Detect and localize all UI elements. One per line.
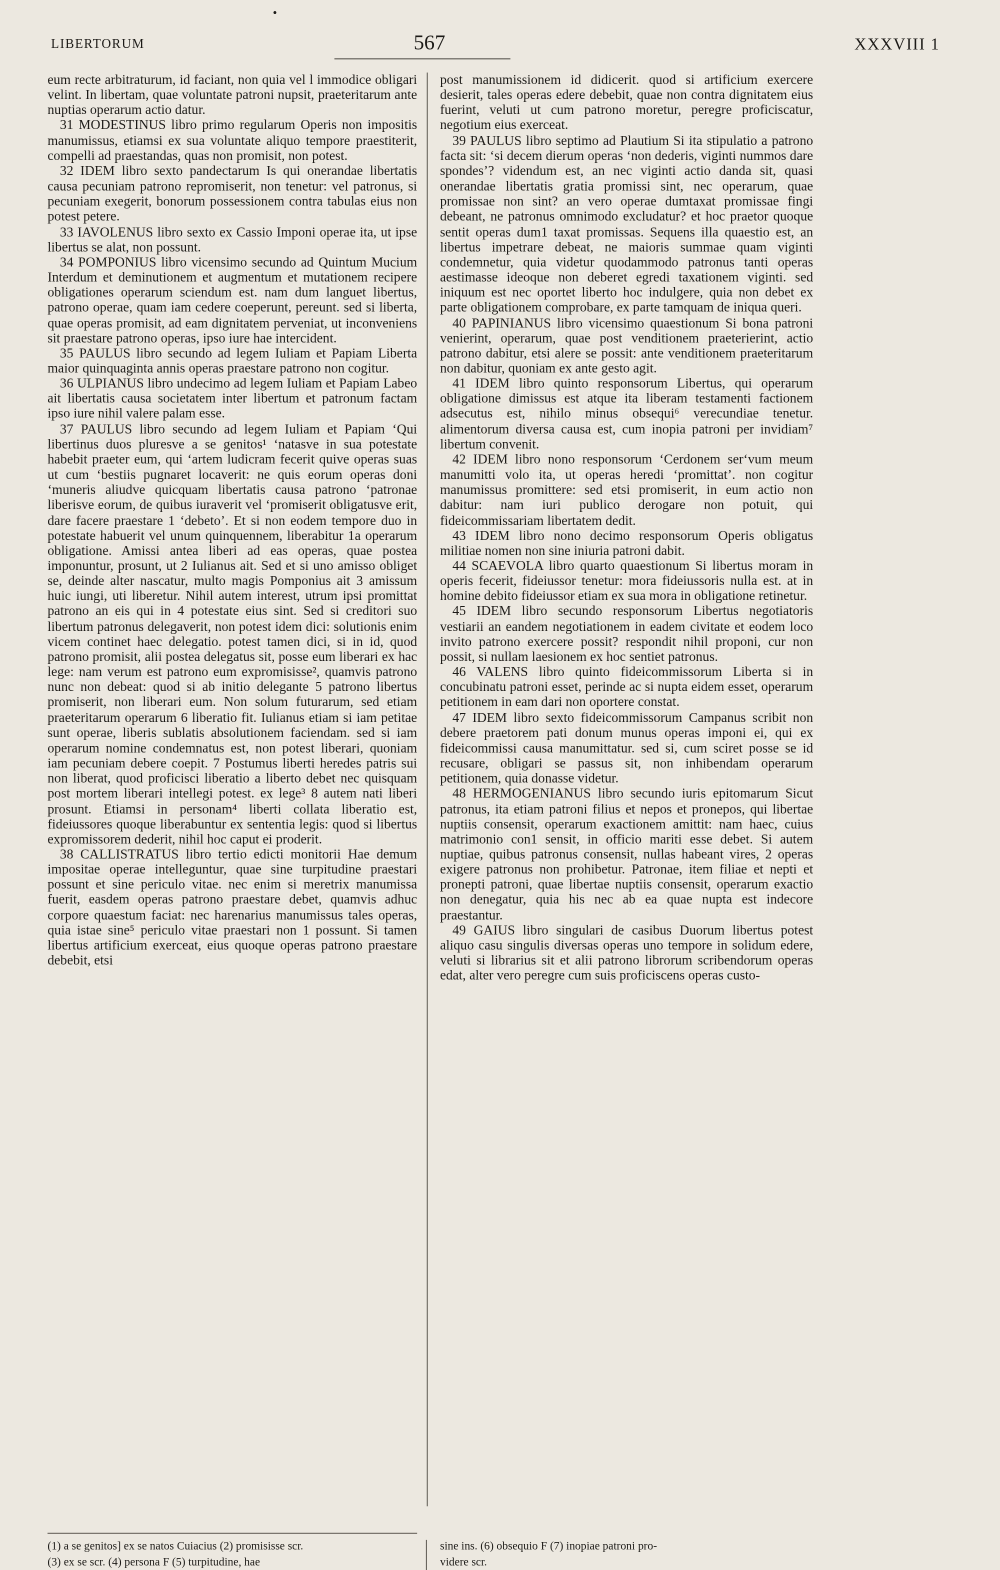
- running-head-right: XXXVIII 1: [854, 35, 940, 54]
- paragraph: 39 PAULUS libro septimo ad Plautium Si ita stipulatio a patrono facta sit: ‘si decem dierum operas ‘non dederis, viginti nummos dare spondes’? videndum est, an nec viginti actio danda sit, quasi onerandae libertatis gratia promissi sint, nec operarum, quae promissae non sint? an vero operae dumtaxat promissae fingi debeant, ne patronus omnimodo excludatur? et hoc praetor quoque sentit operas dum1 taxat promissas. Sequens illa quaestio est, an libertus impetrare debeat, ne maioris summae quam viginti condemnetur, quia videtur quodammodo patronus tanti operas aestimasse ideoque non deberet egredi taxationem viginti. sed iniquum est nec oportet liberto hoc indulgere, quia non debet ex parte obligationem comprobare, ex parte tamquam de iniqua queri.: [440, 133, 814, 316]
- paragraph: 48 HERMOGENIANUS libro secundo iuris epitomarum Sicut patronus, ita etiam patroni filius et nepos et pronepos, qui libertae nuptiis consensit, operarum exactionem amittit: nam haec, cuius matrimonio con1 sensit, in officio mariti esse debet. Si autem nuptiae, quibus patronus consensit, nullas habeant vires, 2 operas exigere patronus non prohibetur. Patronae, item filiae et nepti et pronepti patroni, quae libertae nuptiis consensit, operarum exactio non denegatur, quia his nec ab ea quae nupta est indecore praestantur.: [440, 786, 814, 923]
- paragraph: 40 PAPINIANUS libro vicensimo quaestionum Si bona patroni venierint, operarum, quae post venditionem praeterierint, actio patrono dabitur, etsi alere se possit: ante venditionem praeteritarum non dabitur, quoniam ex ante gesto agit.: [440, 315, 814, 377]
- paragraph: 37 PAULUS libro secundo ad legem Iuliam et Papiam ‘Qui libertinus duos pluresve a se genitos¹ ‘natasve in sua potestate habebit praeter eum, qui ‘artem ludicram fecerit quive operas suas ut cum ‘bestiis pugnaret locaverit: ne quis eorum operas doni ‘muneris aliudve quicquam libertatis causa patrono ‘patronae liberisve eorum, de quibus iuraverit vel ‘promiserit obligatusve erit, dare facere praestare 1 ‘debeto’. Et si non eodem tempore duo in potestate habuerit vel unum quinquennem, liberabitur 1a operarum obligatione. Amissi antea liberi ad eas operas, quae postea imponuntur, prosunt, ut 2 Iulianus ait. Sed et si uno amisso obliget se, deinde alter nascatur, multo magis Pomponius ait 3 amissum huic iungi, uti liberetur. Nihil autem interest, utrum ipsi promittat patrono an eis qui in 4 potestate eius sint. Sed si creditori suo libertum patronus delegaverit, non potest idem dici: solutionis enim vicem continet haec delegatio. potest tamen dici, si in id, quod patrono promisit, alii postea delegatus sit, posse eum liberari ex hac lege: nam verum est patrono eum expromisisse², quamvis patrono nunc non debeat: quod si ab initio delegante 5 patrono libertus promiserit, non liberari eum. Non solum futurarum, sed etiam praeteritarum operarum 6 liberatio fit. Iulianus etiam si iam petitae sunt operae, liberis sublatis absolutionem faciendam. sed si iam operarum nomine condemnatus est, non potest liberari, quoniam iam pecuniam debere coepit. 7 Postumus liberti heredes patris sui non liberat, quod proficisci liberatio a liberto debet nec quisquam post mortem liberari intellegi potest. ex lege³ 8 autem nati liberi prosunt. Etiamsi in personam⁴ liberti collata liberatio est, fideiussores quoque liberabuntur ex sententia legis: quod si libertus expromissorem dederit, nihil hoc caput ei proderit.: [47, 421, 418, 847]
- paragraph: 41 IDEM libro quinto responsorum Libertus, qui operarum obligatione dimissus est atque ita liberam testamenti factionem adsecutus est, nihilo minus obsequi⁶ verecundiae tenetur. alimentorum diversa causa est, cum inopia patroni per invidiam⁷ libertum convenit.: [440, 376, 814, 453]
- header-rule: [334, 58, 510, 59]
- paragraph: 36 ULPIANUS libro undecimo ad legem Iuliam et Papiam Labeo ait libertatis causa societatem inter libertum et patronum factam ipso iure nihil valere palam esse.: [47, 376, 418, 422]
- footnote-divider: [426, 1540, 427, 1570]
- paragraph: 47 IDEM libro sexto fideicommissorum Campanus scribit non debere praetorem pati donum munus operas imponi ei, qui ex fideicommissi causa manumittatur. sed si, cum sciret posse se id recusare, obligari se passus sit, non inhibendam operarum petitionem, quia donasse videtur.: [440, 710, 814, 787]
- paragraph: 35 PAULUS libro secundo ad legem Iuliam et Papiam Liberta maior quinquaginta annis operas praestare patrono non cogitur.: [47, 345, 418, 377]
- paragraph: 45 IDEM libro secundo responsorum Libertus negotiatoris vestiarii an eandem negotiationem in eadem civitate et eodem loco invito patrono exercere possit? respondit nihil proponi, cur non possit, si nullam laesionem ex hoc sentiet patronus.: [440, 603, 814, 665]
- paragraph: 42 IDEM libro nono responsorum ‘Cerdonem ser‘vum meum manumitti volo ita, ut operas heredi ‘promittat’. non cogitur manumissus promittere: sed etsi promiserit, in eum actio non dabitur: nam iuri publico derogare non potuit, qui fideicommissariam libertatem dedit.: [440, 452, 814, 528]
- footnote-line: sine ins. (6) obsequio F (7) inopiae patroni pro-: [440, 1539, 658, 1553]
- paragraph: post manumissionem id didicerit. quod si artificium exercere desierit, tales operas edere debebit, quae non contra dignitatem eius fuerint, veluti ut cum patrono moretur, peregre proficiscatur, negotium eius exerceat.: [440, 72, 814, 134]
- paragraph: 32 IDEM libro sexto pandectarum Is qui onerandae libertatis causa pecuniam patrono repromiserit, non tenetur: vel patronus, si pecuniam exegerit, bonorum possessionem contra tabulas eius non potest petere.: [47, 163, 418, 225]
- paragraph: 46 VALENS libro quinto fideicommissorum Liberta si in concubinatu patroni esset, perinde ac si nupta eidem esset, operarum petitionem in eam dari non oportere constat.: [440, 664, 814, 711]
- paragraph: eum recte arbitraturum, id faciant, non quia vel l immodice obligari velint. In libertam, quae voluntate patroni nupsit, praeteritarum ante nuptias operarum actio datur.: [47, 72, 418, 118]
- footnote-line: (3) ex se scr. (4) persona F (5) turpitudine, hae: [47, 1554, 261, 1569]
- page-number: 567: [413, 31, 446, 55]
- footnotes-left: [48, 1538, 418, 1570]
- paragraph: 31 MODESTINUS libro primo regularum Operis non impositis manumissus, etiamsi ex sua voluntate aliquo tempore praestiterit, compelli ad praestandas, quas non promisit, non potest.: [47, 118, 418, 164]
- paragraph: 43 IDEM libro nono decimo responsorum Operis obligatus militiae nomen non sine iniuria patroni dabit.: [440, 528, 814, 559]
- paragraph: 33 IAVOLENUS libro sexto ex Cassio Imponi operae ita, ut ipse libertus se alat, non possunt.: [47, 224, 418, 255]
- footnote-line: (1) a se genitos] ex se natos Cuiacius (2) promisisse scr.: [47, 1539, 304, 1553]
- footnote-rule: [48, 1533, 418, 1534]
- footnote-line: videre scr.: [440, 1554, 488, 1569]
- right-column: [440, 73, 813, 1505]
- left-column: [48, 73, 418, 1505]
- paragraph: 34 POMPONIUS libro vicensimo secundo ad Quintum Mucium Interdum et deminutionem et augmentum et mutationem recipere obligationes operarum sciendum est. nam dum languet libertus, patrono operae, quam iam cedere coeperunt, pereunt. sed si liberta, quae operas promisit, ad eam dignitatem perveniat, ut inconveniens sit praestare patrono operas, ipso iure hae intercident.: [47, 254, 418, 346]
- running-head-left: LIBERTORUM: [51, 37, 145, 52]
- column-divider: [427, 73, 428, 1507]
- paragraph: 49 GAIUS libro singulari de casibus Duorum libertus potest aliquo casu singulis diversas operas uno tempore in solidum edere, veluti si librarius sit et alii patrono librorum scribendorum operas edat, alter vero peregre cum suis proficiscens operas custo-: [440, 922, 814, 984]
- footnotes-right: [440, 1538, 818, 1570]
- paragraph: 44 SCAEVOLA libro quarto quaestionum Si libertus moram in operis fecerit, fideiussor tenetur: mora fideiussoris nulla est. at in homine debito fideiussor etiam ex sua mora in obligatione retinetur.: [440, 558, 814, 604]
- paragraph: 38 CALLISTRATUS libro tertio edicti monitorii Hae demum impositae operae intelleguntur, quae sine turpitudine praestari possunt et sine periculo vitae. nec enim si meretrix manumissa fuerit, easdem operas patrono praestare debet, quamvis adhuc corpore quaestum faciat: nec harenarius manumissus tales operas, quia istae sine⁵ periculo vitae praestari non 1 possunt. Si tamen libertus artificium exerceat, eius quoque operas patrono praestare debebit, etsi: [47, 846, 418, 969]
- ink-mark: •: [272, 7, 278, 21]
